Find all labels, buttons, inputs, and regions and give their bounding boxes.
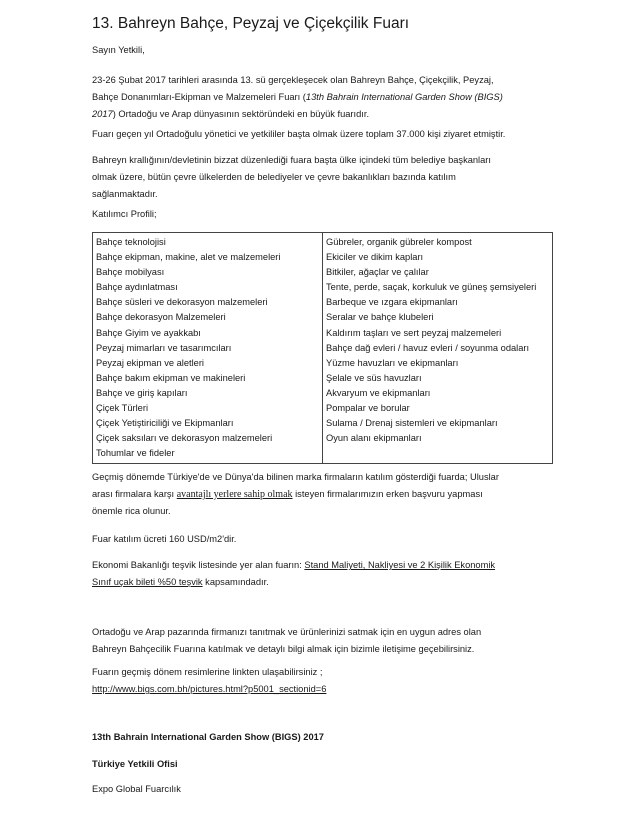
intro-line-3	[92, 106, 369, 123]
advantage-highlight: avantajlı yerlere sahip olmak	[176, 489, 293, 500]
incentive-line-2	[92, 574, 269, 591]
list-item: Tente, perde, saçak, korkuluk ve güneş şemsiyeleri	[326, 282, 537, 293]
footer-event-name: 13th Bahrain International Garden Show (BIGS) 2017	[92, 732, 324, 742]
list-item: Bahçe ekipman, makine, alet ve malzemeleri	[96, 252, 281, 263]
list-item: Seralar ve bahçe klubeleri	[326, 312, 434, 323]
list-item: Sulama / Drenaj sistemleri ve ekipmanları	[326, 418, 498, 429]
past-line-2-post: isteyen firmalarımızın erken başvuru yapması	[292, 489, 483, 499]
profile-label: Katılımcı Profili;	[92, 209, 157, 219]
profile-left-column	[93, 233, 323, 464]
list-item: Tohumlar ve fideler	[96, 448, 175, 459]
list-item: Bahçe teknolojisi	[96, 237, 166, 247]
intro-line-3-text: ) Ortadoğu ve Arap dünyasının sektöründeki en büyük fuarıdır.	[112, 109, 370, 119]
document-title: 13. Bahreyn Bahçe, Peyzaj ve Çiçekçilik Fuarı	[92, 15, 410, 32]
list-item: Çiçek Yetiştiriciliği ve Ekipmanları	[96, 418, 234, 429]
list-item: Bahçe aydınlatması	[96, 282, 178, 293]
list-item: Bahçe süsleri ve dekorasyon malzemeleri	[96, 297, 268, 308]
list-item: Akvaryum ve ekipmanları	[326, 387, 431, 398]
footer-company: Expo Global Fuarcılık	[92, 784, 181, 794]
list-item: Yüzme havuzları ve ekipmanları	[326, 357, 459, 368]
list-item: Pompalar ve borular	[326, 403, 410, 414]
list-item: Çiçek saksıları ve dekorasyon malzemeleri	[96, 433, 273, 444]
incentive-highlight-2: Sınıf uçak bileti %50 teşvik	[92, 577, 203, 587]
table-row	[93, 233, 553, 464]
list-item: Bahçe Giyim ve ayakkabı	[96, 327, 201, 338]
incentive-line-1	[92, 557, 495, 574]
incentive-line-2-post: kapsamındadır.	[202, 577, 269, 587]
profile-right-column	[323, 233, 553, 464]
list-item: Kaldırım taşları ve sert peyzaj malzemeleri	[326, 327, 502, 338]
incentive-highlight-1: Stand Maliyeti, Nakliyesi ve 2 Kişilik Ekonomik	[304, 560, 496, 570]
list-item: Ekiciler ve dikim kapları	[326, 252, 424, 263]
visitors-paragraph: Fuarı geçen yıl Ortadoğulu yönetici ve yetkililer başta olmak üzere toplam 37.000 kişi ziyaret etmiştir.	[92, 129, 506, 139]
intro-line-2	[92, 89, 503, 106]
list-item: Bahçe dağ evleri / havuz evleri / soyunma odaları	[326, 342, 530, 353]
patronage-line-2: olmak üzere, bütün çevre ülkelerden de belediyeler ve çevre bakanlıkları bazında katılım	[92, 172, 456, 182]
past-line-1: Geçmiş dönemde Türkiye'de ve Dünya'da bilinen marka firmaların katılım gösterdiği fuarda; Uluslar	[92, 472, 499, 482]
list-item: Bahçe mobilyası	[96, 267, 165, 278]
list-item: Bahçe ve giriş kapıları	[96, 387, 188, 398]
footer-office: Türkiye Yetkili Ofisi	[92, 759, 178, 769]
intro-line-1: 23-26 Şubat 2017 tarihleri arasında 13. sü gerçekleşecek olan Bahreyn Bahçe, Çiçekçilik, Peyzaj,	[92, 75, 494, 85]
event-name-italic: 13th Bahrain International Garden Show (BIGS)	[305, 92, 503, 102]
photos-link[interactable]: http://www.bigs.com.bh/pictures.html?p5001_sectionid=6	[92, 684, 327, 694]
photos-line: Fuarın geçmiş dönem resimlerine linkten ulaşabilirsiniz ;	[92, 667, 323, 677]
list-item: Bitkiler, ağaçlar ve çalılar	[326, 267, 429, 278]
patronage-line-1: Bahreyn krallığının/devletinin bizzat düzenlediği fuara başta ülke içindeki tüm belediye başkanları	[92, 155, 491, 165]
list-item: Gübreler, organik gübreler kompost	[326, 237, 472, 247]
list-item: Bahçe dekorasyon Malzemeleri	[96, 312, 226, 323]
list-item: Şelale ve süs havuzları	[326, 372, 422, 383]
list-item: Peyzaj ekipman ve aletleri	[96, 357, 204, 368]
list-item: Çiçek Türleri	[96, 403, 149, 414]
event-year-italic: 2017	[92, 109, 113, 119]
list-item: Barbeque ve ızgara ekipmanları	[326, 297, 458, 308]
market-line-2: Bahreyn Bahçecilik Fuarına katılmak ve detaylı bilgi almak için bizimle iletişime geçebilirsiniz.	[92, 644, 475, 654]
market-line-1: Ortadoğu ve Arap pazarında firmanızı tanıtmak ve ürünlerinizi satmak için en uygun adres olan	[92, 627, 482, 637]
list-item: Oyun alanı ekipmanları	[326, 433, 422, 444]
greeting: Sayın Yetkili,	[92, 45, 145, 55]
intro-line-2-text: Bahçe Donanımları-Ekipman ve Malzemeleri Fuarı (	[92, 92, 306, 102]
list-item: Bahçe bakım ekipman ve makineleri	[96, 372, 246, 383]
participant-profile-table	[92, 232, 553, 464]
patronage-line-3: sağlanmaktadır.	[92, 189, 158, 199]
list-item: Peyzaj mimarları ve tasarımcıları	[96, 342, 232, 353]
past-line-3: önemle rica olunur.	[92, 506, 171, 516]
fee-paragraph: Fuar katılım ücreti 160 USD/m2'dir.	[92, 534, 237, 544]
past-line-2	[92, 486, 483, 503]
past-line-2-pre: arası firmalara karşı	[92, 489, 177, 499]
incentive-line-1-pre: Ekonomi Bakanlığı teşvik listesinde yer alan fuarın:	[92, 560, 305, 570]
